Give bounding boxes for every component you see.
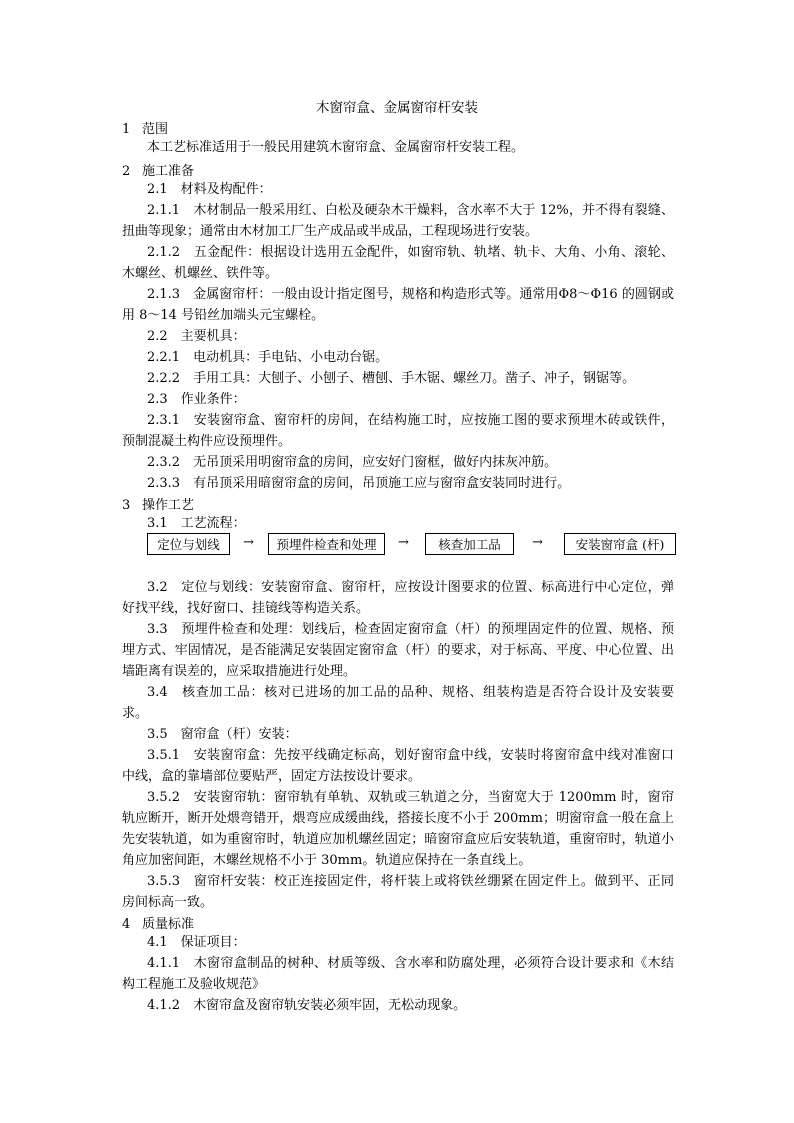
flow-step-positioning: 定位与划线 (147, 533, 230, 555)
paragraph-2-3-2: 2.3.2 无吊顶采用明窗帘盒的房间，应安好门窗框，做好内抹灰冲筋。 (147, 455, 558, 470)
process-flow (0, 533, 794, 559)
paragraph-3-1: 3.1 工艺流程： (147, 516, 246, 531)
section-label: 操作工艺 (142, 498, 195, 513)
paragraph-4-1-1: 4.1.1 木窗帘盒制品的树种、材质等级、含水率和防腐处理，必须符合设计要求和《木结构工程施工及验收规范》 (122, 956, 674, 992)
paragraph-3-5: 3.5 窗帘盒（杆）安装： (147, 727, 298, 742)
section-label: 范围 (142, 122, 169, 137)
paragraph-3-5-2: 3.5.2 安装窗帘轨：窗帘轨有单轨、双轨或三轨道之分，当窗宽大于 1200mm 时，窗帘轨应断开，断开处煨弯错开，煨弯应成缓曲线，搭接长度不小于 200mm；明窗帘盒一般在盒上先安装轨道，如为重窗帘时，轨道应加机螺丝固定；暗窗帘盒应后安装轨道，重窗帘时，轨道小角应加密间距，木螺丝规格不小于 30mm。轨道应保持在一条直线上。 (122, 790, 674, 868)
paragraph-2-2-2: 2.2.2 手用工具：大刨子、小刨子、槽刨、手木锯、螺丝刀。凿子、冲子，钢锯等。 (147, 371, 636, 386)
flow-arrow: → (532, 535, 543, 550)
flow-step-install: 安装窗帘盒 (杆) (564, 533, 676, 555)
paragraph-2-3: 2.3 作业条件： (147, 392, 246, 407)
paragraph-3-5-3: 3.5.3 窗帘杆安装：校正连接固定件，将杆装上或将铁丝绷紧在固定件上。做到平、正同房间标高一致。 (122, 874, 674, 910)
section-heading-1 (122, 118, 168, 137)
document-title: 木窗帘盒、金属窗帘杆安装 (316, 100, 478, 116)
section-label: 质量标准 (142, 917, 195, 932)
section-number: 2 (122, 164, 131, 179)
section-number: 1 (122, 122, 131, 137)
paragraph-3-2: 3.2 定位与划线：安装窗帘盒、窗帘杆，应按设计图要求的位置、标高进行中心定位，弹好找平线，找好窗口、挂镜线等构造关系。 (122, 580, 674, 616)
flow-step-check-products: 核查加工品 (425, 533, 514, 555)
paragraph-2-1-1: 2.1.1 木材制品一般采用红、白松及硬杂木干燥料，含水率不大于 12%，并不得有裂缝、扭曲等现象；通常由木材加工厂生产成品或半成品，工程现场进行安装。 (122, 203, 674, 239)
paragraph-4-1: 4.1 保证项目： (147, 935, 246, 950)
section-heading-3 (122, 494, 194, 513)
paragraph-2-1-3: 2.1.3 金属窗帘杆：一般由设计指定图号，规格和构造形式等。通常用Φ8～Φ16 的圆钢或用 8～14 号铅丝加端头元宝螺栓。 (122, 287, 674, 323)
paragraph-3-3: 3.3 预埋件检查和处理：划线后，检查固定窗帘盒（杆）的预埋固定件的位置、规格、预埋方式、牢固情况，是否能满足安装固定窗帘盒（杆）的要求，对于标高、平度、中心位置、出墙距离有误差的，应采取措施进行处理。 (122, 622, 674, 679)
section-heading-4 (122, 913, 194, 932)
flow-step-embedded-parts: 预埋件检查和处理 (268, 533, 385, 555)
paragraph-4-1-2: 4.1.2 木窗帘盒及窗帘轨安装必须牢固，无松动现象。 (147, 998, 467, 1013)
section-label: 施工准备 (142, 164, 195, 179)
paragraph-3-4: 3.4 核查加工品：核对已进场的加工品的品种、规格、组装构造是否符合设计及安装要求。 (122, 685, 674, 721)
paragraph-2-3-1: 2.3.1 安装窗帘盒、窗帘杆的房间，在结构施工时，应按施工图的要求预埋木砖或铁件，预制混凝土构件应设预埋件。 (122, 413, 674, 449)
paragraph-3-5-1: 3.5.1 安装窗帘盒：先按平线确定标高，划好窗帘盒中线，安装时将窗帘盒中线对准窗口中线，盒的靠墙部位要贴严，固定方法按设计要求。 (122, 748, 674, 784)
section-number: 3 (122, 498, 131, 513)
flow-arrow: → (243, 535, 254, 550)
flow-arrow: → (398, 535, 409, 550)
paragraph-2-1-2: 2.1.2 五金配件：根据设计选用五金配件，如窗帘轨、轨堵、轨卡、大角、小角、滚轮、木螺丝、机螺丝、铁件等。 (122, 245, 674, 281)
paragraph-1: 本工艺标准适用于一般民用建筑木窗帘盒、金属窗帘杆安装工程。 (147, 140, 525, 155)
section-heading-2 (122, 160, 194, 179)
paragraph-2-2-1: 2.2.1 电动机具：手电钻、小电动台锯。 (147, 350, 389, 365)
section-number: 4 (122, 917, 131, 932)
paragraph-2-1: 2.1 材料及构配件： (147, 182, 272, 197)
paragraph-2-3-3: 2.3.3 有吊顶采用暗窗帘盒的房间，吊顶施工应与窗帘盒安装同时进行。 (147, 476, 571, 491)
paragraph-2-2: 2.2 主要机具： (147, 329, 246, 344)
